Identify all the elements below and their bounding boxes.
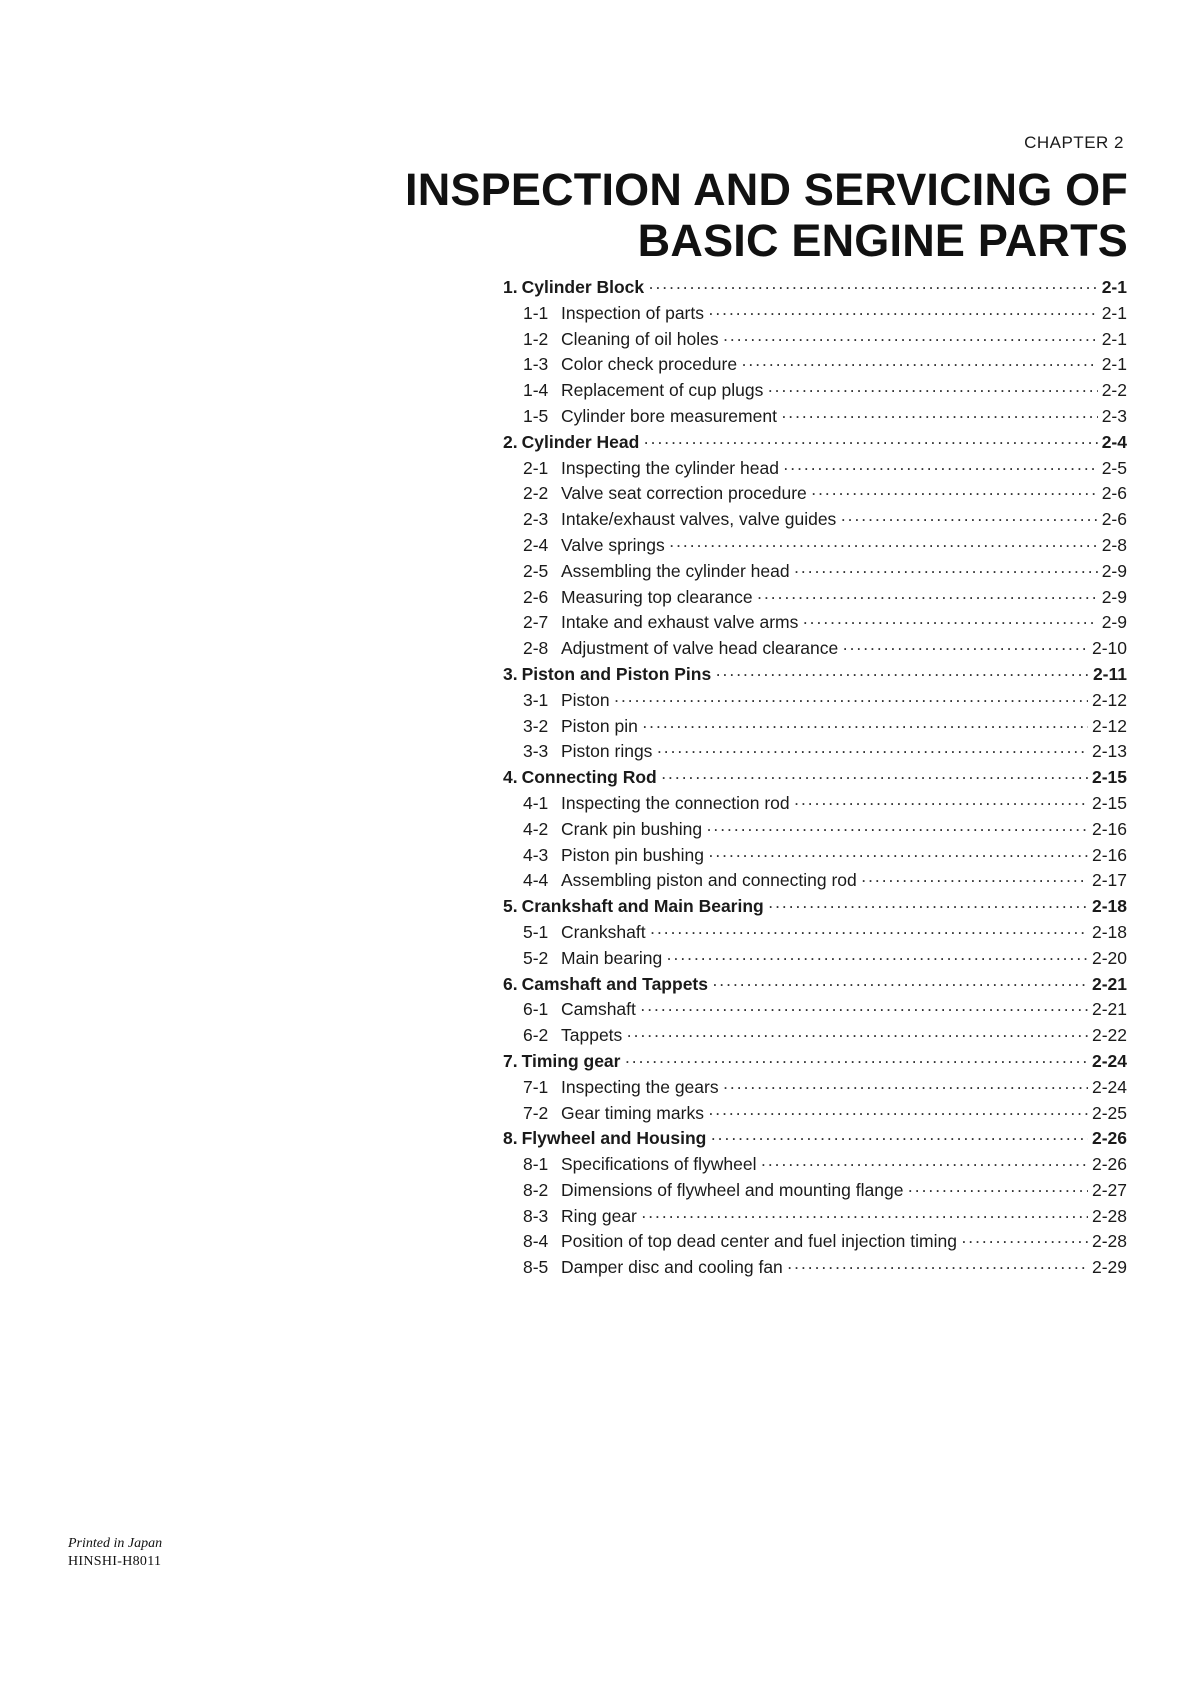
toc-subsection-entry bbox=[503, 843, 1127, 869]
toc-entry-number: 4-1 bbox=[523, 792, 549, 813]
toc-entry-title: Adjustment of valve head clearance bbox=[561, 638, 839, 659]
dot-leader bbox=[669, 533, 1098, 559]
toc-entry-number: 4-3 bbox=[523, 844, 549, 865]
toc-page-number: 2-26 bbox=[1091, 1128, 1127, 1149]
toc-entry-number: 8-4 bbox=[523, 1231, 549, 1252]
toc-entry-number: 1-4 bbox=[523, 380, 549, 401]
toc-page-number: 2-9 bbox=[1101, 612, 1127, 633]
toc-subsection-entry bbox=[503, 920, 1127, 946]
toc-entry-number: 8-2 bbox=[523, 1179, 549, 1200]
dot-leader bbox=[666, 946, 1088, 972]
toc-entry-number: 4. bbox=[503, 767, 518, 788]
toc-entry-title: Camshaft and Tappets bbox=[521, 973, 708, 994]
toc-entry-number: 7-1 bbox=[523, 1076, 549, 1097]
toc-entry-title: Measuring top clearance bbox=[561, 586, 753, 607]
toc-entry-title: Color check procedure bbox=[561, 354, 738, 375]
dot-leader bbox=[708, 1101, 1088, 1127]
toc-entry-title: Crank pin bushing bbox=[561, 818, 703, 839]
toc-page-number: 2-8 bbox=[1101, 534, 1127, 555]
document-code: HINSHI-H8011 bbox=[68, 1554, 162, 1569]
toc-entry-title: Cleaning of oil holes bbox=[561, 328, 719, 349]
toc-entry-number: 8-5 bbox=[523, 1257, 549, 1278]
toc-page-number: 2-1 bbox=[1101, 328, 1127, 349]
toc-subsection-entry bbox=[503, 610, 1127, 636]
toc-page-number: 2-1 bbox=[1101, 354, 1127, 375]
toc-subsection-entry bbox=[503, 585, 1127, 611]
toc-section-entry bbox=[503, 430, 1127, 456]
toc-entry-title: Assembling the cylinder head bbox=[561, 560, 790, 581]
toc-page-number: 2-10 bbox=[1091, 638, 1127, 659]
toc-entry-title: Specifications of flywheel bbox=[561, 1154, 757, 1175]
dot-leader bbox=[741, 352, 1098, 378]
toc-entry-number: 3. bbox=[503, 663, 518, 684]
toc-entry-title: Piston pin bushing bbox=[561, 844, 705, 865]
toc-section-entry bbox=[503, 275, 1127, 301]
toc-entry-title: Cylinder Head bbox=[521, 431, 640, 452]
dot-leader bbox=[767, 378, 1097, 404]
toc-page-number: 2-26 bbox=[1091, 1154, 1127, 1175]
table-of-contents bbox=[503, 275, 1127, 1281]
dot-leader bbox=[723, 1075, 1088, 1101]
dot-leader bbox=[708, 843, 1088, 869]
toc-page-number: 2-2 bbox=[1101, 380, 1127, 401]
toc-subsection-entry bbox=[503, 868, 1127, 894]
toc-subsection-entry bbox=[503, 507, 1127, 533]
toc-subsection-entry bbox=[503, 817, 1127, 843]
toc-entry-number: 8. bbox=[503, 1128, 518, 1149]
dot-leader bbox=[708, 301, 1098, 327]
toc-entry-number: 6. bbox=[503, 973, 518, 994]
toc-subsection-entry bbox=[503, 1075, 1127, 1101]
toc-subsection-entry bbox=[503, 1204, 1127, 1230]
toc-entry-title: Piston bbox=[561, 689, 610, 710]
toc-entry-title: Piston pin bbox=[561, 715, 638, 736]
dot-leader bbox=[723, 327, 1098, 353]
toc-page-number: 2-5 bbox=[1101, 457, 1127, 478]
toc-section-entry bbox=[503, 662, 1127, 688]
toc-page-number: 2-11 bbox=[1092, 663, 1127, 684]
toc-section-entry bbox=[503, 894, 1127, 920]
toc-entry-number: 2-4 bbox=[523, 534, 549, 555]
toc-entry-number: 6-1 bbox=[523, 999, 549, 1020]
toc-page-number: 2-15 bbox=[1091, 767, 1127, 788]
toc-page-number: 2-3 bbox=[1101, 405, 1127, 426]
toc-page-number: 2-24 bbox=[1091, 1076, 1127, 1097]
toc-entry-number: 2-2 bbox=[523, 483, 549, 504]
dot-leader bbox=[794, 559, 1098, 585]
dot-leader bbox=[961, 1229, 1088, 1255]
toc-page-number: 2-12 bbox=[1091, 715, 1127, 736]
toc-page-number: 2-12 bbox=[1091, 689, 1127, 710]
dot-leader bbox=[661, 765, 1088, 791]
toc-entry-title: Connecting Rod bbox=[521, 767, 657, 788]
toc-page-number: 2-28 bbox=[1091, 1231, 1127, 1252]
toc-subsection-entry bbox=[503, 1101, 1127, 1127]
toc-entry-title: Replacement of cup plugs bbox=[561, 380, 764, 401]
toc-page-number: 2-1 bbox=[1101, 302, 1127, 323]
toc-entry-number: 2-5 bbox=[523, 560, 549, 581]
toc-page-number: 2-27 bbox=[1091, 1179, 1127, 1200]
toc-entry-title: Piston and Piston Pins bbox=[521, 663, 712, 684]
toc-subsection-entry bbox=[503, 1178, 1127, 1204]
dot-leader bbox=[768, 894, 1088, 920]
toc-entry-number: 1-3 bbox=[523, 354, 549, 375]
toc-entry-number: 7. bbox=[503, 1050, 518, 1071]
dot-leader bbox=[626, 1023, 1088, 1049]
toc-entry-number: 5. bbox=[503, 896, 518, 917]
toc-entry-number: 7-2 bbox=[523, 1102, 549, 1123]
toc-entry-title: Intake and exhaust valve arms bbox=[561, 612, 799, 633]
toc-subsection-entry bbox=[503, 1023, 1127, 1049]
toc-entry-number: 1-5 bbox=[523, 405, 549, 426]
toc-page-number: 2-17 bbox=[1091, 870, 1127, 891]
toc-subsection-entry bbox=[503, 404, 1127, 430]
toc-entry-title: Dimensions of flywheel and mounting flange bbox=[561, 1179, 904, 1200]
toc-page-number: 2-6 bbox=[1101, 483, 1127, 504]
toc-page-number: 2-16 bbox=[1091, 818, 1127, 839]
toc-entry-title: Valve springs bbox=[561, 534, 665, 555]
toc-entry-title: Crankshaft bbox=[561, 921, 646, 942]
dot-leader bbox=[861, 868, 1088, 894]
dot-leader bbox=[811, 481, 1098, 507]
dot-leader bbox=[710, 1126, 1088, 1152]
toc-entry-number: 1. bbox=[503, 277, 518, 297]
toc-entry-title: Inspecting the gears bbox=[561, 1076, 719, 1097]
toc-subsection-entry bbox=[503, 456, 1127, 482]
toc-entry-number: 1-1 bbox=[523, 302, 549, 323]
toc-subsection-entry bbox=[503, 946, 1127, 972]
printed-in-note: Printed in Japan bbox=[68, 1536, 163, 1551]
dot-leader bbox=[787, 1255, 1088, 1281]
dot-leader bbox=[712, 972, 1088, 998]
dot-leader bbox=[624, 1049, 1087, 1075]
toc-entry-title: Damper disc and cooling fan bbox=[561, 1257, 783, 1278]
toc-subsection-entry bbox=[503, 688, 1127, 714]
dot-leader bbox=[648, 275, 1098, 301]
toc-entry-number: 5-2 bbox=[523, 947, 549, 968]
toc-entry-title: Cylinder bore measurement bbox=[561, 405, 777, 426]
dot-leader bbox=[761, 1152, 1088, 1178]
toc-page-number: 2-25 bbox=[1091, 1102, 1127, 1123]
toc-subsection-entry bbox=[503, 1152, 1127, 1178]
toc-subsection-entry bbox=[503, 739, 1127, 765]
toc-entry-title: Flywheel and Housing bbox=[521, 1128, 707, 1149]
toc-entry-title: Inspecting the connection rod bbox=[561, 792, 790, 813]
toc-subsection-entry bbox=[503, 636, 1127, 662]
toc-entry-title: Timing gear bbox=[521, 1050, 621, 1071]
toc-entry-title: Valve seat correction procedure bbox=[561, 483, 807, 504]
toc-entry-number: 8-1 bbox=[523, 1154, 549, 1175]
toc-entry-title: Camshaft bbox=[561, 999, 636, 1020]
toc-page-number: 2-18 bbox=[1091, 896, 1127, 917]
dot-leader bbox=[643, 430, 1097, 456]
dot-leader bbox=[715, 662, 1089, 688]
footer bbox=[68, 1535, 162, 1571]
dot-leader bbox=[656, 739, 1088, 765]
toc-entry-number: 1-2 bbox=[523, 328, 549, 349]
toc-entry-number: 3-1 bbox=[523, 689, 549, 710]
toc-page-number: 2-20 bbox=[1091, 947, 1127, 968]
toc-entry-title: Main bearing bbox=[561, 947, 663, 968]
toc-entry-number: 2-6 bbox=[523, 586, 549, 607]
toc-subsection-entry bbox=[503, 714, 1127, 740]
toc-entry-title: Crankshaft and Main Bearing bbox=[521, 896, 764, 917]
toc-subsection-entry bbox=[503, 997, 1127, 1023]
dot-leader bbox=[642, 714, 1088, 740]
toc-page-number: 2-28 bbox=[1091, 1205, 1127, 1226]
dot-leader bbox=[802, 610, 1097, 636]
toc-entry-number: 2-3 bbox=[523, 509, 549, 530]
chapter-title-line-2: BASIC ENGINE PARTS bbox=[637, 215, 1128, 266]
toc-entry-number: 4-4 bbox=[523, 870, 549, 891]
toc-entry-number: 4-2 bbox=[523, 818, 549, 839]
toc-entry-title: Assembling piston and connecting rod bbox=[561, 870, 857, 891]
dot-leader bbox=[842, 636, 1088, 662]
toc-entry-title: Intake/exhaust valves, valve guides bbox=[561, 509, 837, 530]
toc-section-entry bbox=[503, 1126, 1127, 1152]
toc-entry-number: 2-8 bbox=[523, 638, 549, 659]
toc-entry-number: 6-2 bbox=[523, 1025, 549, 1046]
toc-page-number: 2-21 bbox=[1091, 999, 1127, 1020]
toc-subsection-entry bbox=[503, 327, 1127, 353]
dot-leader bbox=[650, 920, 1088, 946]
toc-entry-title: Ring gear bbox=[561, 1205, 637, 1226]
chapter-label: CHAPTER 2 bbox=[1024, 133, 1124, 152]
toc-entry-title: Tappets bbox=[561, 1025, 623, 1046]
toc-subsection-entry bbox=[503, 378, 1127, 404]
toc-page-number: 2-29 bbox=[1091, 1257, 1127, 1278]
toc-page-number: 2-15 bbox=[1091, 792, 1127, 813]
chapter-title bbox=[405, 164, 1128, 266]
toc-entry-number: 2-1 bbox=[523, 457, 549, 478]
toc-page-number: 2-1 bbox=[1101, 277, 1127, 297]
toc-entry-number: 8-3 bbox=[523, 1205, 549, 1226]
toc-entry-title: Position of top dead center and fuel injection timing bbox=[561, 1231, 957, 1252]
toc-section-entry bbox=[503, 1049, 1127, 1075]
toc-page-number: 2-16 bbox=[1091, 844, 1127, 865]
toc-section-entry bbox=[503, 765, 1127, 791]
toc-section-entry bbox=[503, 972, 1127, 998]
toc-subsection-entry bbox=[503, 533, 1127, 559]
toc-page-number: 2-6 bbox=[1101, 509, 1127, 530]
toc-page-number: 2-9 bbox=[1101, 586, 1127, 607]
toc-page-number: 2-21 bbox=[1091, 973, 1127, 994]
toc-page-number: 2-22 bbox=[1091, 1025, 1127, 1046]
dot-leader bbox=[757, 585, 1098, 611]
toc-subsection-entry bbox=[503, 559, 1127, 585]
dot-leader bbox=[794, 791, 1088, 817]
toc-page-number: 2-13 bbox=[1091, 741, 1127, 762]
toc-entry-title: Piston rings bbox=[561, 741, 653, 762]
dot-leader bbox=[783, 456, 1098, 482]
toc-entry-title: Inspection of parts bbox=[561, 302, 704, 323]
toc-page-number: 2-24 bbox=[1091, 1050, 1127, 1071]
toc-subsection-entry bbox=[503, 352, 1127, 378]
toc-subsection-entry bbox=[503, 791, 1127, 817]
toc-subsection-entry bbox=[503, 301, 1127, 327]
dot-leader bbox=[840, 507, 1097, 533]
toc-entry-title: Inspecting the cylinder head bbox=[561, 457, 779, 478]
dot-leader bbox=[640, 997, 1088, 1023]
toc-entry-number: 2. bbox=[503, 431, 518, 452]
toc-entry-number: 3-3 bbox=[523, 741, 549, 762]
dot-leader bbox=[641, 1204, 1088, 1230]
dot-leader bbox=[706, 817, 1088, 843]
toc-entry-number: 3-2 bbox=[523, 715, 549, 736]
toc-entry-title: Cylinder Block bbox=[521, 277, 645, 297]
dot-leader bbox=[781, 404, 1098, 430]
toc-subsection-entry bbox=[503, 1255, 1127, 1281]
toc-page-number: 2-4 bbox=[1101, 431, 1127, 452]
toc-entry-number: 2-7 bbox=[523, 612, 549, 633]
chapter-title-line-1: INSPECTION AND SERVICING OF bbox=[405, 164, 1128, 215]
toc-entry-number: 5-1 bbox=[523, 921, 549, 942]
toc-entry-title: Gear timing marks bbox=[561, 1102, 704, 1123]
toc-subsection-entry bbox=[503, 1229, 1127, 1255]
toc-subsection-entry bbox=[503, 481, 1127, 507]
dot-leader bbox=[907, 1178, 1088, 1204]
toc-page-number: 2-18 bbox=[1091, 921, 1127, 942]
toc-page-number: 2-9 bbox=[1101, 560, 1127, 581]
dot-leader bbox=[614, 688, 1088, 714]
